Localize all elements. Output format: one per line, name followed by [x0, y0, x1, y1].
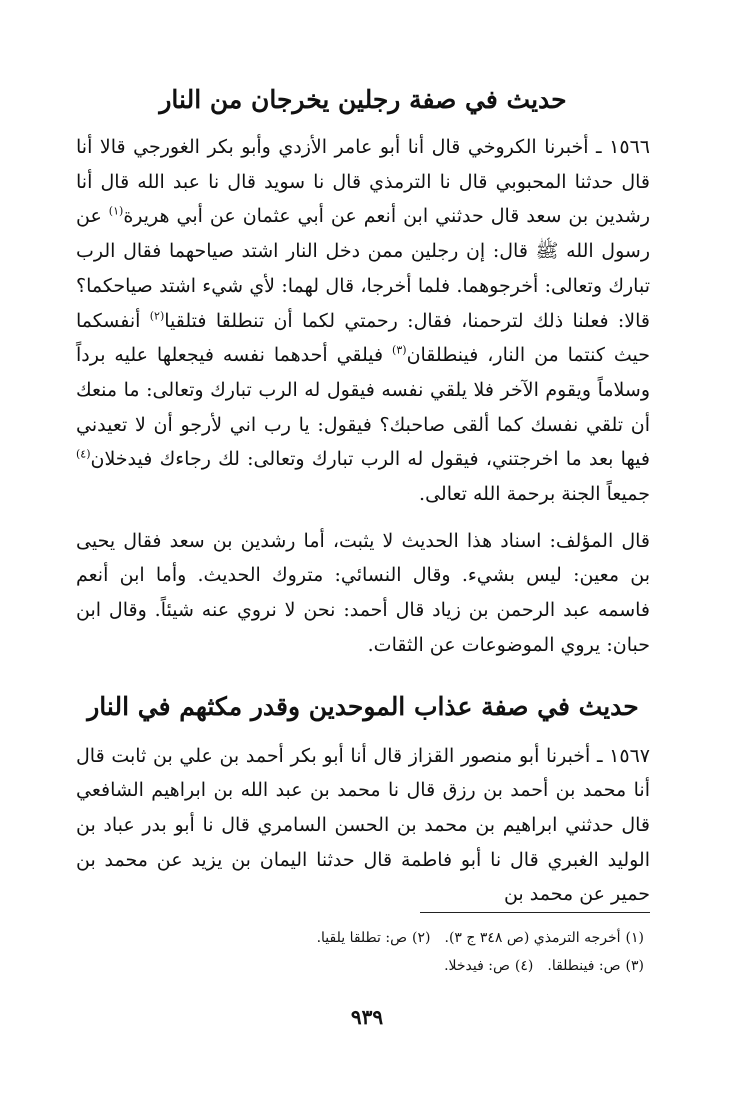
footnote-ref: (٢) [149, 309, 165, 323]
footnote-text: أخرجه الترمذي (ص ٣٤٨ ج ٣). [444, 930, 621, 946]
hadith-text-part: ـ أخبرنا الكروخي قال أنا أبو عامر الأزدي وأبو بكر الغورجي قالا أنا قال حدثنا المحبوبي قال نا الترمذي قال نا سويد قال نا عبد الله قال أنا رشدين بن سعد قال حدثني ابن أنعم عن أبي عثمان عن أبي هريرة [76, 136, 650, 228]
page-number: ٩٣٩ [350, 1005, 384, 1029]
footnote-text: ص: فيدخلا. [444, 958, 510, 974]
footnote-item [444, 952, 533, 980]
footnote-item [317, 924, 431, 952]
author-commentary: قال المؤلف: اسناد هذا الحديث لا يثبت، أما رشدين بن سعد فقال يحيى بن معين: ليس بشيء. وقال النسائي: متروك الحديث. وأما ابن أنعم فاسمه عبد الرحمن بن زياد قال أحمد: نحن لا نروي عنه شيئاً. وقال ابن حبان: يروي الموضوعات عن الثقات. [76, 529, 650, 656]
section-heading-two-men: حديث في صفة رجلين يخرجان من النار [159, 85, 567, 114]
hadith-text-part: فيلقي أحدهما نفسه فيجعلها عليه برداً وسلاماً ويقوم الآخر فلا يلقي نفسه فيقول له الرب تبارك وتعالى: ما منعك أن تلقي نفسك كما ألقى صاحبك؟ فيقول: يا رب اني لأرجو أن لا تعيدني فيها بعد ما اخرجتني، فيقول له الرب تبارك وتعالى: لك رجاءك فيدخلان [76, 344, 650, 471]
footnote-number: (٣) [625, 958, 644, 974]
footnote-ref: (٣) [392, 343, 407, 357]
hadith-number: ١٥٦٦ [609, 136, 650, 158]
footnotes [284, 924, 644, 980]
footnote-number: (١) [625, 930, 644, 946]
footnote-row [284, 952, 644, 980]
hadith-text-part: أنفسكما حيث كنتما من النار، فينطلقان [76, 309, 650, 367]
footnote-number: (٢) [412, 930, 431, 946]
footnote-text: ص: فينطلقا. [547, 958, 621, 974]
section-heading-monotheists: حديث في صفة عذاب الموحدين وقدر مكثهم في النار [87, 691, 639, 721]
footnote-text: ص: تطلقا يلقيا. [316, 930, 408, 946]
hadith-text: ـ أخبرنا أبو منصور القزاز قال أنا أبو بكر أحمد بن علي بن ثابت قال أنا محمد بن أحمد بن رزق قال نا محمد بن عبد الله بن ابراهيم الشافعي قال حدثني ابراهيم بن محمد بن الحسن السامري قال نا أبو بدر عباد بن الوليد الغبري قال نا أبو فاطمة قال حدثنا اليمان بن يزيد عن محمد بن حمير عن محمد بن [76, 744, 650, 906]
footnote-item [547, 952, 644, 980]
hadith-1566 [76, 130, 650, 512]
footnote-divider [420, 912, 650, 913]
footnote-number: (٤) [514, 958, 534, 974]
footnote-item [445, 924, 645, 952]
hadith-text-part: عن رسول الله ﷺ قال: إن رجلين ممن دخل النار اشتد صياحهما فقال الرب تبارك وتعالى: أخرجوهما. فلما أخرجا، قال لهما: لأي شيء اشتد صياحكما؟ قالا: فعلنا ذلك لترحمنا، فقال: رحمتي لكما أن تنطلقا فتلقيا [76, 205, 651, 332]
footnote-row [284, 924, 644, 952]
footnote-ref: (١) [108, 205, 124, 219]
footnote-ref: (٤) [76, 448, 91, 461]
hadith-text-part: جميعاً الجنة برحمة الله تعالى. [419, 483, 650, 506]
hadith-number: ١٥٦٧ [609, 744, 650, 767]
hadith-1567 [76, 739, 650, 913]
